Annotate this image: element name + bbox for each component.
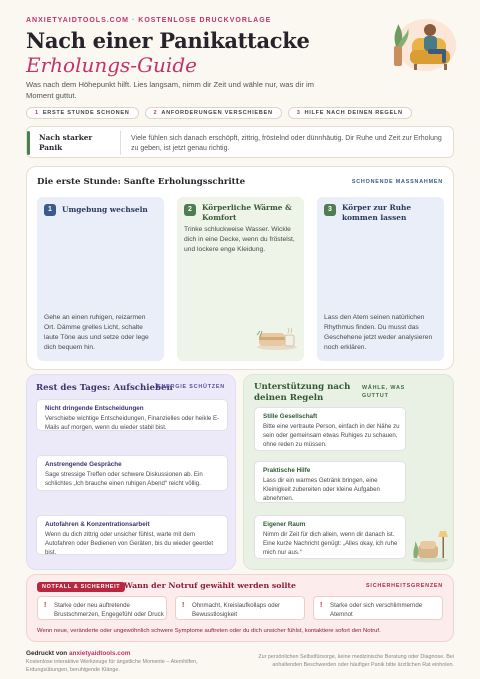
support-tag: WÄHLE, WAS GUTTUT (362, 385, 406, 399)
page-subtitle: Erholungs-Guide (26, 53, 197, 77)
exclamation-icon: ! (44, 602, 47, 609)
support-title: Unterstützung nach deinen Regeln (254, 382, 351, 403)
footer-site-link[interactable]: anxietyaidtools.com (68, 650, 131, 657)
step-pill-1 (26, 107, 139, 119)
item-title: Eigener Raum (263, 521, 306, 528)
brand-separator: · (131, 17, 136, 24)
support-section (243, 374, 454, 570)
card-number: 1 (44, 204, 56, 216)
emergency-item-text: Starke oder neu auftretende Brustschmerzen, Engegefühl oder Druck (54, 602, 164, 618)
brand-site: ANXIETYAIDTOOLS.COM (26, 17, 130, 24)
support-item (254, 407, 406, 451)
emergency-item-text: Ohnmacht, Kreislaufkollaps oder Bewusstlosigkeit (192, 602, 281, 618)
item-body: Wenn du dich zittrig oder unsicher fühlst, warte mit dem Autofahren oder Bedienen von Geräten, bis du wieder geerdet bist. (45, 531, 214, 556)
step-label: ANFORDERUNGEN VERSCHIEBEN (161, 110, 273, 116)
intro-text: Was nach dem Höhepunkt hilft. Lies langsam, nimm dir Zeit und wähle nur, was dir im Moment guttut. (26, 80, 314, 100)
emergency-item (37, 596, 167, 620)
card-number: 2 (184, 204, 196, 216)
footer-tagline: Kostenlose interaktive Werkzeuge für ängstliche Momente – Atemhilfen, Erdungsübungen, beruhigende Klänge. (26, 659, 198, 673)
exclamation-icon: ! (320, 602, 323, 609)
step-pill-2 (145, 107, 282, 119)
panic-note (26, 126, 454, 158)
step-label: HILFE NACH DEINEN REGELN (304, 110, 403, 116)
footer (26, 650, 226, 674)
item-title: Stille Gesellschaft (263, 413, 318, 420)
rest-item (36, 515, 228, 555)
card-title: Körperliche Wärme & Komfort (202, 203, 292, 222)
rest-item (36, 455, 228, 491)
card-body: Lass den Atem seinen natürlichen Rhythmus finden. Du musst das Geschehene jetzt weder analysieren noch erklären. (324, 314, 433, 351)
page-title: Nach einer Panikattacke (26, 28, 310, 53)
footer-printed-label: Gedruckt von (26, 650, 68, 657)
footer-disclaimer: Zur persönlichen Selbstfürsorge, keine medizinische Beratung oder Diagnose. Bei anhaltenden Beschwerden oder häufiger Panik bitte ärztlichen Rat einholen. (258, 654, 454, 668)
emergency-badge: NOTFALL & SICHERHEIT (37, 582, 125, 592)
item-body: Verschiebe wichtige Entscheidungen, Finanzielles oder heikle E-Mails auf morgen, wenn du wieder stabil bist. (45, 415, 220, 431)
card-body: Trinke schluckweise Wasser. Wickle dich in eine Decke, wenn du fröstelst, und lockere enge Kleidung. (184, 226, 295, 253)
first-hour-card-2 (177, 197, 304, 361)
emergency-section (26, 574, 454, 642)
item-body: Lass dir ein warmes Getränk bringen, eine Kleinigkeit zubereiten oder kleine Aufgaben abnehmen. (263, 477, 380, 502)
item-body: Sage stressige Treffen oder schwere Diskussionen ab. Ein schlichtes „Ich brauche einen ruhigen Abend“ reicht völlig. (45, 471, 203, 487)
item-title: Praktische Hilfe (263, 467, 311, 474)
footer-printed-by (26, 650, 226, 657)
emergency-title: Wann der Notruf gewählt werden sollte (124, 581, 296, 590)
brand-kicker: KOSTENLOSE DRUCKVORLAGE (138, 17, 272, 24)
step-number: 3 (296, 110, 301, 116)
brand-line (26, 17, 271, 24)
emergency-item (313, 596, 443, 620)
card-number: 3 (324, 204, 336, 216)
exclamation-icon: ! (182, 602, 185, 609)
step-pills (26, 107, 412, 119)
emergency-item (175, 596, 305, 620)
step-number: 2 (153, 110, 158, 116)
divider (120, 131, 121, 155)
rest-of-day-tag: ENERGIE SCHÜTZEN (157, 384, 225, 390)
card-title: Umgebung wechseln (62, 205, 148, 214)
step-number: 1 (35, 110, 39, 116)
emergency-item-text: Starke oder sich verschlimmernde Atemnot (330, 602, 423, 618)
rest-item (36, 399, 228, 431)
cozy-lamp-and-chair-icon (410, 525, 450, 563)
first-hour-tag: SCHONENDE MASSNAHMEN (351, 179, 443, 185)
first-hour-card-3 (317, 197, 444, 361)
first-hour-title: Die erste Stunde: Sanfte Erholungsschritte (37, 177, 246, 187)
step-label: ERSTE STUNDE SCHONEN (42, 110, 130, 116)
support-item (254, 461, 406, 503)
support-item (254, 515, 406, 559)
rest-of-day-section (26, 374, 236, 570)
panic-note-label: Nach starker Panik (39, 133, 93, 152)
card-body: Gehe an einen ruhigen, reizarmen Ort. Dämme grelles Licht, schalte laute Töne aus und setze oder lege dich bequem hin. (44, 314, 149, 351)
blanket-and-tea-icon (255, 321, 299, 351)
emergency-tag: SICHERHEITSGRENZEN (366, 583, 443, 589)
first-hour-section (26, 166, 454, 370)
first-hour-card-1 (37, 197, 164, 361)
item-title: Nicht dringende Entscheidungen (45, 405, 144, 412)
accent-bar (27, 131, 30, 155)
item-body: Nimm dir Zeit für dich allein, wenn dir danach ist. Eine kurze Nachricht genügt: „Alles okay, ich ruhe mich nur aus.“ (263, 531, 398, 556)
rest-of-day-title: Rest des Tages: Aufschieben (36, 383, 173, 393)
person-resting-in-armchair-illustration (388, 12, 458, 74)
card-title: Körper zur Ruhe kommen lassen (342, 203, 412, 222)
item-body: Bitte eine vertraute Person, einfach in der Nähe zu sein oder gemeinsam etwas Ruhiges zu schauen, ohne reden zu müssen. (263, 423, 400, 448)
panic-note-text: Viele fühlen sich danach erschöpft, zittrig, fröstelnd oder dünnhäutig. Dir Ruhe und Zeit zur Erholung zu geben, ist jetzt genau richtig. (131, 135, 442, 152)
step-pill-3 (288, 107, 412, 119)
emergency-footnote: Wenn neue, veränderte oder ungewöhnlich schwere Symptome auftreten oder du dich unsicher fühlst, kontaktiere sofort den Notruf. (37, 628, 381, 634)
item-title: Anstrengende Gespräche (45, 461, 122, 468)
item-title: Autofahren & Konzentrationsarbeit (45, 521, 150, 528)
